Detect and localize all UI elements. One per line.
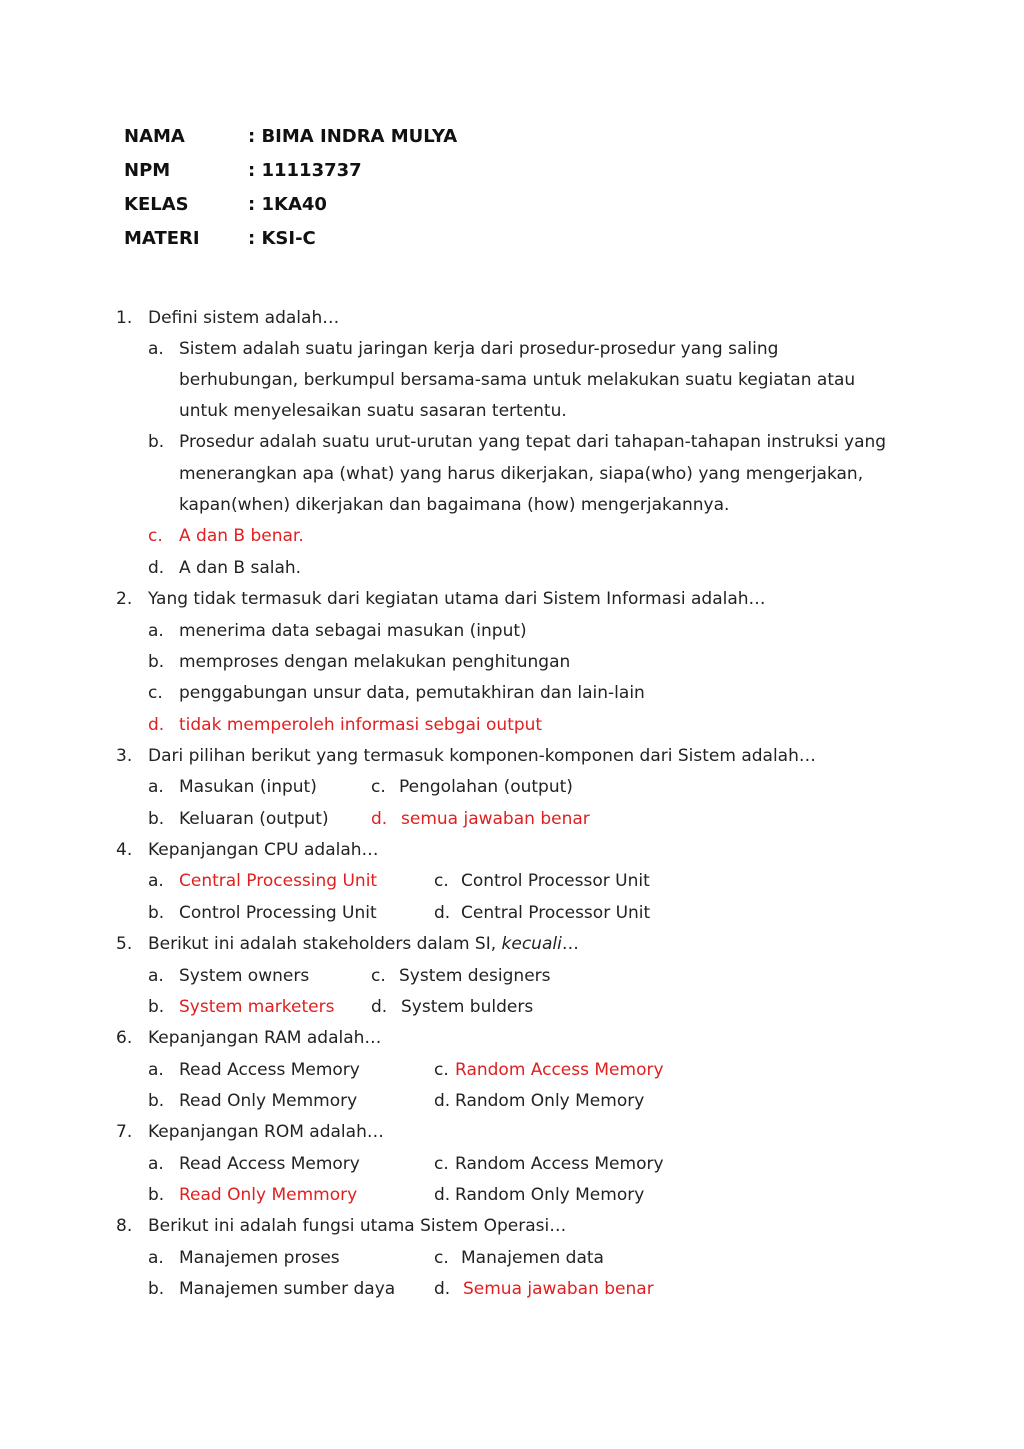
question-number: 4. xyxy=(116,840,133,860)
option-letter: b. xyxy=(148,1279,165,1299)
option-letter: c. xyxy=(434,1060,449,1080)
question-text-main: Berikut ini adalah stakeholders dalam SI, xyxy=(148,934,502,954)
option-c: penggabungan unsur data, pemutakhiran dan lain-lain xyxy=(179,683,645,703)
option-letter: d. xyxy=(434,1091,451,1111)
option-letter: d. xyxy=(434,903,451,923)
option-letter: d. xyxy=(148,715,165,735)
materi-label: MATERI xyxy=(124,228,200,249)
option-letter: b. xyxy=(148,432,165,452)
option-letter: a. xyxy=(148,966,164,986)
npm-label: NPM xyxy=(124,160,171,181)
option-letter: b. xyxy=(148,903,165,923)
option-d-correct-answer: Semua jawaban benar xyxy=(463,1279,654,1299)
option-a: Manajemen proses xyxy=(179,1248,340,1268)
option-letter: b. xyxy=(148,1091,165,1111)
option-letter: a. xyxy=(148,339,164,359)
option-letter: d. xyxy=(371,809,388,829)
question-number: 3. xyxy=(116,746,133,766)
option-letter: c. xyxy=(434,871,449,891)
option-a: Read Access Memory xyxy=(179,1154,360,1174)
question-text: Berikut ini adalah fungsi utama Sistem Operasi… xyxy=(148,1216,567,1236)
question-number: 2. xyxy=(116,589,133,609)
option-letter: a. xyxy=(148,1248,164,1268)
option-b-correct-answer: Read Only Memmory xyxy=(179,1185,358,1205)
question-text: Kepanjangan ROM adalah… xyxy=(148,1122,384,1142)
option-d: Central Processor Unit xyxy=(461,903,651,923)
option-b: Keluaran (output) xyxy=(179,809,329,829)
option-letter: c. xyxy=(371,777,386,797)
question-text: Kepanjangan CPU adalah… xyxy=(148,840,379,860)
option-a-line-1: Sistem adalah suatu jaringan kerja dari prosedur-prosedur yang saling xyxy=(179,339,779,359)
option-a: menerima data sebagai masukan (input) xyxy=(179,621,527,641)
option-b: Control Processing Unit xyxy=(179,903,377,923)
option-letter: c. xyxy=(148,683,163,703)
option-letter: c. xyxy=(434,1154,449,1174)
kelas-label: KELAS xyxy=(124,194,189,215)
option-a-correct-answer: Central Processing Unit xyxy=(179,871,378,891)
option-letter: b. xyxy=(148,997,165,1017)
nama-value: : BIMA INDRA MULYA xyxy=(248,126,458,147)
question-text xyxy=(148,933,579,955)
option-a: System owners xyxy=(179,966,310,986)
option-d: System bulders xyxy=(401,997,534,1017)
question-text: Dari pilihan berikut yang termasuk komponen-komponen dari Sistem adalah… xyxy=(148,746,816,766)
question-number: 1. xyxy=(116,308,133,328)
option-c: Random Access Memory xyxy=(455,1154,664,1174)
option-d: A dan B salah. xyxy=(179,558,302,578)
option-d-correct-answer: semua jawaban benar xyxy=(401,809,590,829)
question-text-italic: kecuali xyxy=(501,934,562,954)
option-letter: b. xyxy=(148,652,165,672)
option-letter: c. xyxy=(148,526,163,546)
option-a-line-2: berhubungan, berkumpul bersama-sama untuk melakukan suatu kegiatan atau xyxy=(179,370,856,390)
option-b: Read Only Memmory xyxy=(179,1091,358,1111)
question-text-end: … xyxy=(561,934,579,954)
option-a: Masukan (input) xyxy=(179,777,317,797)
option-d: Random Only Memory xyxy=(455,1091,645,1111)
question-number: 5. xyxy=(116,934,133,954)
option-letter: b. xyxy=(148,1185,165,1205)
materi-value: : KSI-C xyxy=(248,228,316,249)
option-c: System designers xyxy=(399,966,551,986)
option-b: Manajemen sumber daya xyxy=(179,1279,396,1299)
option-b-correct-answer: System marketers xyxy=(179,997,335,1017)
question-number: 7. xyxy=(116,1122,133,1142)
question-text: Kepanjangan RAM adalah… xyxy=(148,1028,382,1048)
option-letter: d. xyxy=(434,1185,451,1205)
option-a: Read Access Memory xyxy=(179,1060,360,1080)
option-letter: a. xyxy=(148,1060,164,1080)
kelas-value: : 1KA40 xyxy=(248,194,327,215)
option-c-correct-answer: A dan B benar. xyxy=(179,526,304,546)
option-c: Control Processor Unit xyxy=(461,871,650,891)
option-letter: a. xyxy=(148,1154,164,1174)
option-c-correct-answer: Random Access Memory xyxy=(455,1060,664,1080)
option-d: Random Only Memory xyxy=(455,1185,645,1205)
option-letter: d. xyxy=(434,1279,451,1299)
npm-value: : 11113737 xyxy=(248,160,362,181)
nama-label: NAMA xyxy=(124,126,185,147)
option-letter: a. xyxy=(148,871,164,891)
question-number: 8. xyxy=(116,1216,133,1236)
option-letter: b. xyxy=(148,809,165,829)
option-d-correct-answer: tidak memperoleh informasi sebgai output xyxy=(179,715,543,735)
option-letter: a. xyxy=(148,621,164,641)
option-letter: d. xyxy=(371,997,388,1017)
option-letter: c. xyxy=(371,966,386,986)
option-b: memproses dengan melakukan penghitungan xyxy=(179,652,571,672)
option-b-line-3: kapan(when) dikerjakan dan bagaimana (how) mengerjakannya. xyxy=(179,495,730,515)
option-a-line-3: untuk menyelesaikan suatu sasaran tertentu. xyxy=(179,401,567,421)
question-number: 6. xyxy=(116,1028,133,1048)
question-text: Yang tidak termasuk dari kegiatan utama dari Sistem Informasi adalah… xyxy=(148,589,766,609)
option-b-line-2: menerangkan apa (what) yang harus dikerjakan, siapa(who) yang mengerjakan, xyxy=(179,464,864,484)
option-letter: c. xyxy=(434,1248,449,1268)
option-c: Manajemen data xyxy=(461,1248,604,1268)
question-text: Defini sistem adalah… xyxy=(148,308,340,328)
option-c: Pengolahan (output) xyxy=(399,777,573,797)
option-letter: d. xyxy=(148,558,165,578)
option-b-line-1: Prosedur adalah suatu urut-urutan yang tepat dari tahapan-tahapan instruksi yang xyxy=(179,432,887,452)
option-letter: a. xyxy=(148,777,164,797)
